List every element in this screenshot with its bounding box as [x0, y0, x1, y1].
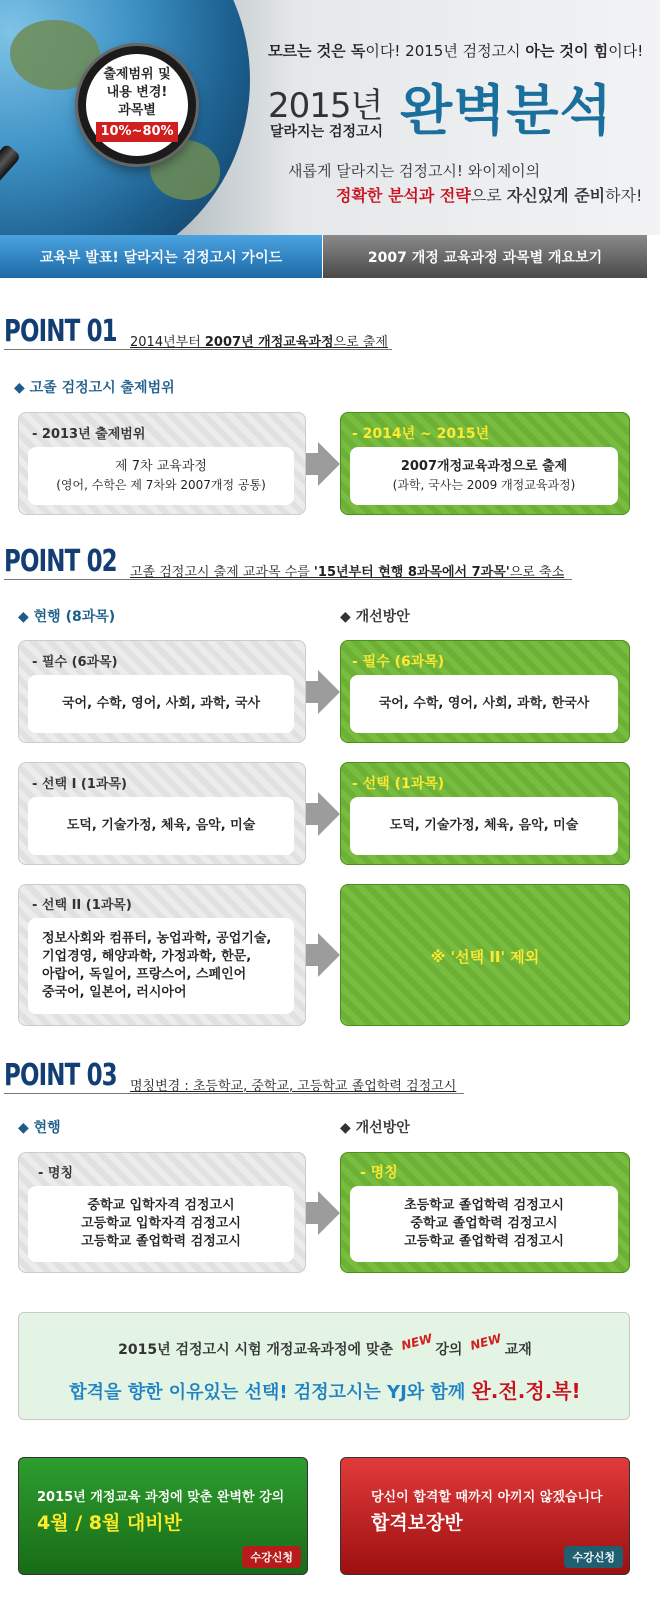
- panel-label: - 필수 (6과목): [32, 655, 118, 670]
- cta-pass-guarantee-class[interactable]: [340, 1457, 630, 1575]
- hero-banner: [0, 0, 660, 235]
- arrow-right-icon: [318, 933, 340, 977]
- panel-content: 국어, 수학, 영어, 사회, 과학, 국사: [28, 675, 294, 733]
- point-01-desc: 2014년부터 2007년 개정교육과정으로 출제: [130, 335, 388, 350]
- hero-slogan: 모르는 것은 독이다! 2015년 검정고시 아는 것이 힘이다!: [268, 42, 644, 60]
- panel-content: 제 7차 교육과정 (영어, 수학은 제 7차와 2007개정 공통): [28, 447, 294, 505]
- cta-title: 4월 / 8월 대비반: [37, 1512, 182, 1534]
- point-03-desc: 명칭변경 : 초등학교, 중학교, 고등학교 졸업학력 검정고시: [130, 1079, 457, 1094]
- new-badge: NEW: [469, 1331, 504, 1353]
- panel-label: - 선택 I (1과목): [32, 777, 127, 792]
- arrow-right-icon: [318, 670, 340, 714]
- panel-label: - 명칭: [360, 1165, 398, 1181]
- panel-label: - 선택 II (1과목): [32, 898, 132, 913]
- point-02-section-improved: ◆ 개선방안: [340, 609, 410, 625]
- enroll-button[interactable]: 수강신청: [564, 1546, 623, 1568]
- panel-content: 국어, 수학, 영어, 사회, 과학, 한국사: [350, 675, 618, 733]
- panel-content: 중학교 입학자격 검정고시 고등학교 입학자격 검정고시 고등학교 졸업학력 검정고시: [28, 1186, 294, 1262]
- promo-bottom-line: 합격을 향한 이유있는 선택! 검정고시는 YJ와 함께 완.전.정.복!: [69, 1379, 581, 1403]
- panel-label: - 선택 (1과목): [352, 776, 445, 792]
- panel-label: - 명칭: [38, 1166, 74, 1181]
- panel-content: 도덕, 기술가정, 체육, 음악, 미술: [28, 797, 294, 855]
- panel-content: 초등학교 졸업학력 검정고시 중학교 졸업학력 검정고시 고등학교 졸업학력 검정고시: [350, 1186, 618, 1262]
- panel-label: - 2014년 ~ 2015년: [352, 426, 490, 442]
- hero-title: 완벽분석: [400, 79, 613, 142]
- enroll-button[interactable]: 수강신청: [242, 1546, 301, 1568]
- panel-content: 2007개정교육과정으로 출제 (과학, 국사는 2009 개정교육과정): [350, 447, 618, 505]
- cta-title: 합격보장반: [371, 1512, 463, 1534]
- point-03-section-current: ◆ 현행: [18, 1120, 61, 1136]
- percent-badge: 10%~80%: [96, 122, 177, 142]
- point-01-section: ◆ 고졸 검정고시 출제범위: [14, 380, 175, 396]
- curriculum-overview-button[interactable]: 2007 개정 교육과정 과목별 개요보기: [323, 235, 647, 278]
- promo-top-line: 2015년 검정고시 시험 개정교육과정에 맞춘 NEW 강의 NEW 교재: [118, 1331, 532, 1358]
- point-02-title: POINT 02: [4, 544, 117, 579]
- point-02-section-current: ◆ 현행 (8과목): [18, 609, 116, 625]
- point-03-section-improved: ◆ 개선방안: [340, 1120, 410, 1136]
- cta-april-august-class[interactable]: [18, 1457, 308, 1575]
- hero-desc-line2: 정확한 분석과 전략으로 자신있게 준비하자!: [336, 186, 643, 205]
- cta-subtitle: 당신이 합격할 때까지 아끼지 않겠습니다: [371, 1490, 603, 1505]
- guide-button[interactable]: 교육부 발표! 달라지는 검정고시 가이드: [0, 235, 322, 278]
- panel-content: 정보사회와 컴퓨터, 농업과학, 공업기술, 기업경영, 해양과학, 가정과학, 한문, 아랍어, 독일어, 프랑스어, 스페인어 중국어, 일본어, 러시아어: [28, 918, 294, 1014]
- hero-desc-line1: 새롭게 달라지는 검정고시! 와이제이의: [288, 162, 541, 180]
- hero-subtitle: 달라지는 검정고시: [270, 124, 384, 140]
- panel-label: - 필수 (6과목): [352, 654, 445, 670]
- panel-label: - 2013년 출제범위: [32, 427, 146, 442]
- magnifier-badge-text: 출제범위 및 내용 변경! 과목별 10%~80%: [86, 66, 188, 142]
- point-02-desc: 고졸 검정고시 출제 교과목 수를 '15년부터 현행 8과목에서 7과목'으로 축소: [130, 565, 565, 580]
- promo-banner: [18, 1312, 630, 1420]
- hero-year: 2015년: [268, 86, 383, 126]
- arrow-right-icon: [318, 1191, 340, 1235]
- arrow-right-icon: [318, 792, 340, 836]
- arrow-right-icon: [318, 442, 340, 486]
- new-badge: NEW: [399, 1331, 434, 1353]
- point-03-title: POINT 03: [4, 1058, 117, 1093]
- panel-content: 도덕, 기술가정, 체육, 음악, 미술: [350, 797, 618, 855]
- cta-subtitle: 2015년 개정교육 과정에 맞춘 완벽한 강의: [37, 1490, 285, 1505]
- excluded-note: ※ '선택 II' 제외: [430, 948, 540, 966]
- point-01-title: POINT 01: [4, 314, 117, 349]
